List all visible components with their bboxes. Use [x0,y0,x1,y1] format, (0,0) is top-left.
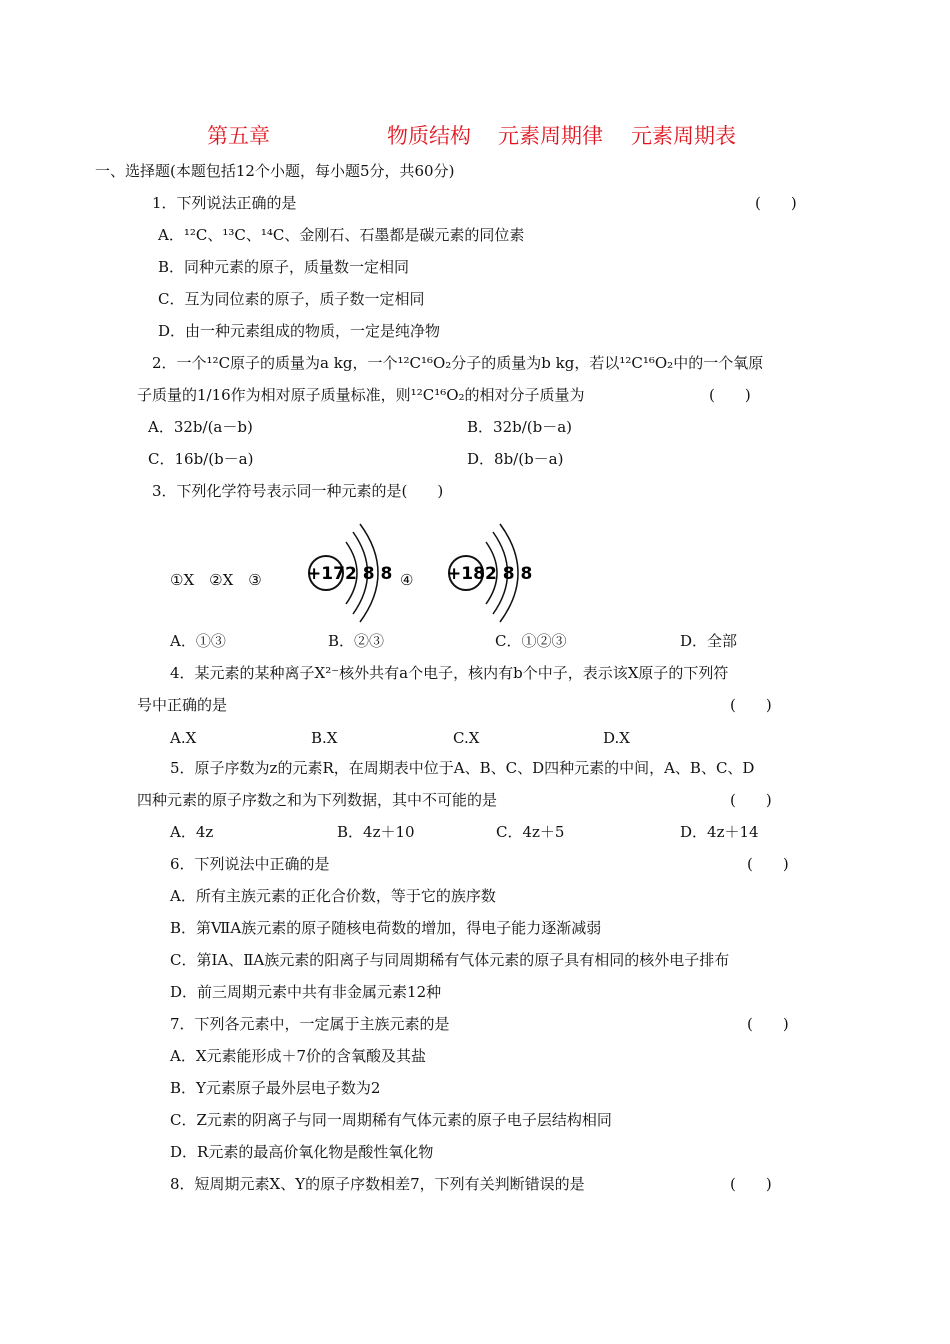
q8-stem: 8．短周期元素X、Y的原子序数相差7，下列有关判断错误的是 [170,1175,585,1193]
atom1-shell-electrons: 2 8 8 [345,564,393,584]
q5-answer-paren: ( ) [730,791,772,809]
q7-answer-paren: ( ) [747,1015,789,1033]
q2-option-b: B．32b/(b－a) [467,418,573,436]
q1-option-c: C．互为同位素的原子，质子数一定相同 [158,290,425,308]
section-heading: 一、选择题(本题包括12个小题，每小题5分，共60分) [95,162,455,180]
q3-stem: 3．下列化学符号表示同一种元素的是( ) [152,482,444,500]
title-part-structure: 物质结构 [387,124,471,148]
title-chapter: 第五章 [207,124,270,148]
q6-option-c: C．第ⅠA、ⅡA族元素的阳离子与同周期稀有气体元素的原子具有相同的核外电子排布 [170,951,730,969]
title-part-periodic-table: 元素周期表 [631,124,736,148]
q4-option-d: D.X [603,729,630,747]
q7-option-a: A．X元素能形成＋7价的含氧酸及其盐 [170,1047,427,1065]
q2-stem-line2: 子质量的1/16作为相对原子质量标准，则¹²C¹⁶O₂的相对分子质量为 [137,386,585,404]
q6-option-d: D．前三周期元素中共有非金属元素12种 [170,983,442,1001]
atom-structure-diagram-1 [300,518,400,628]
title-part-periodic-law: 元素周期律 [498,124,603,148]
q7-option-b: B．Y元素原子最外层电子数为2 [170,1079,381,1097]
atom2-shell-electrons: 2 8 8 [485,564,533,584]
q4-answer-paren: ( ) [730,696,772,714]
q1-answer-paren: ( ) [755,194,797,212]
q1-option-d: D．由一种元素组成的物质，一定是纯净物 [158,322,441,340]
q8-answer-paren: ( ) [730,1175,772,1193]
q3-option-a: A．①③ [170,632,226,650]
q4-option-b: B.X [311,729,338,747]
q4-option-c: C.X [453,729,480,747]
atom1-nucleus-charge: +17 [307,564,345,584]
atom2-nucleus-charge: +18 [447,564,485,584]
q5-option-d: D．4z＋14 [680,823,759,841]
atom-structure-diagram-2 [440,518,540,628]
q6-stem: 6．下列说法中正确的是 [170,855,330,873]
q4-stem-line1: 4．某元素的某种离子X²⁻核外共有a个电子，核内有b个中子，表示该X原子的下列符 [170,664,729,682]
q6-option-a: A．所有主族元素的正化合价数，等于它的族序数 [170,887,496,905]
q2-option-c: C．16b/(b－a) [148,450,254,468]
q4-option-a: A.X [170,729,197,747]
q2-option-d: D．8b/(b－a) [467,450,564,468]
q5-option-a: A．4z [170,823,214,841]
q5-stem-line2: 四种元素的原子序数之和为下列数据，其中不可能的是 [137,791,498,809]
q6-option-b: B．第ⅦA族元素的原子随核电荷数的增加，得电子能力逐渐减弱 [170,919,602,937]
q7-option-d: D．R元素的最高价氧化物是酸性氧化物 [170,1143,434,1161]
q6-answer-paren: ( ) [747,855,789,873]
q7-option-c: C．Z元素的阴离子与同一周期稀有气体元素的原子电子层结构相同 [170,1111,612,1129]
q5-stem-line1: 5．原子序数为z的元素R，在周期表中位于A、B、C、D四种元素的中间，A、B、C、D [170,759,755,777]
q3-option-d: D．全部 [680,632,738,650]
q2-option-a: A．32b/(a－b) [148,418,253,436]
q7-stem: 7．下列各元素中，一定属于主族元素的是 [170,1015,450,1033]
q5-option-c: C．4z＋5 [496,823,565,841]
q3-option-c: C．①②③ [495,632,567,650]
q1-stem: 1．下列说法正确的是 [152,194,297,212]
q5-option-b: B．4z＋10 [337,823,415,841]
q3-item4-label: ④ [400,571,414,589]
q3-items: ①X ②X ③ [170,571,262,589]
q2-stem-line1: 2．一个¹²C原子的质量为a kg，一个¹²C¹⁶O₂分子的质量为b kg，若以¹²C¹⁶O₂中的一个氧原 [152,354,764,372]
q4-stem-line2: 号中正确的是 [137,696,228,714]
q1-option-a: A．¹²C、¹³C、¹⁴C、金刚石、石墨都是碳元素的同位素 [158,226,525,244]
q3-option-b: B．②③ [328,632,385,650]
q1-option-b: B．同种元素的原子，质量数一定相同 [158,258,410,276]
q2-answer-paren: ( ) [709,386,751,404]
